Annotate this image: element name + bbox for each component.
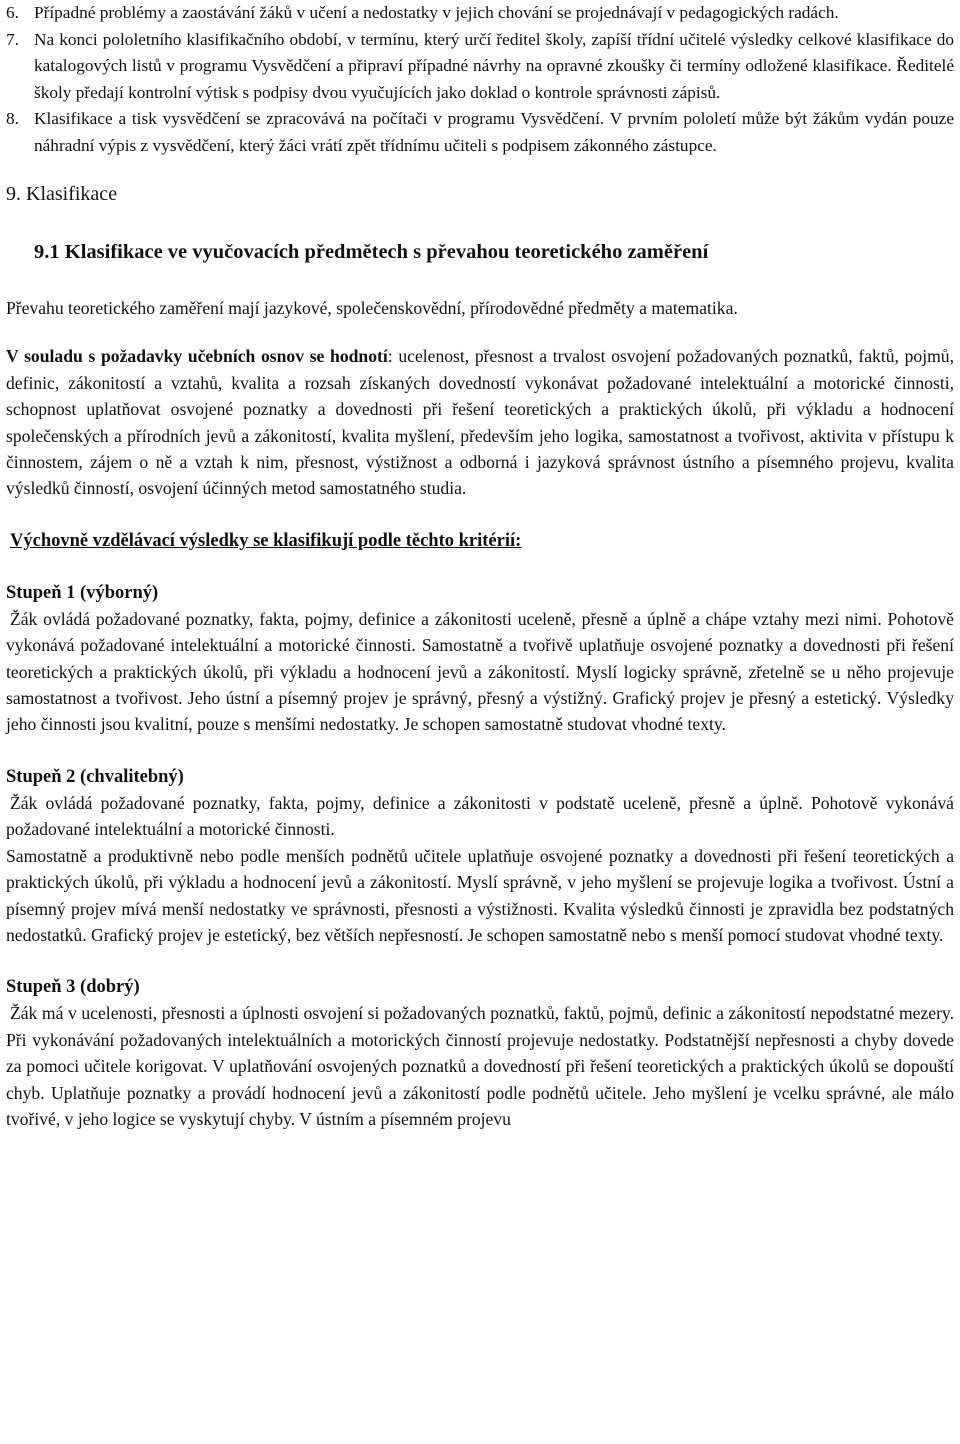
intro-paragraph: Převahu teoretického zaměření mají jazykové, společenskovědní, přírodovědné předměty a matematika.	[6, 298, 738, 318]
list-number: 6.	[6, 3, 19, 22]
list-text: Klasifikace a tisk vysvědčení se zpracovává na počítači v programu Vysvědčení. V prvním pololetí může být žákům vydán pouze náhradní výpis z vysvědčení, který žáci vrátí zpět třídnímu učiteli s podpisem zákonného zástupce.	[34, 109, 954, 155]
assessment-text: : ucelenost, přesnost a trvalost osvojení požadovaných poznatků, faktů, pojmů, definic, zákonitostí a vztahů, kvalita a rozsah získaných dovedností vykonávat požadované intelektuální a motorické činnosti, schopnost uplatňovat osvojené poznatky a dovednosti při řešení teoretických a praktických úkolů, při výkladu a hodnocení společenských a přírodních jevů a zákonitostí, kvalita myšlení, především jeho logika, samostatnost a tvořivost, aktivita v přístupu k činnostem, zájem o ně a vztah k nim, přesnost, výstižnost a odborná i jazyková správnost ústního a písemného projevu, kvalita výsledků činností, osvojení účinných metod samostatného studia.	[6, 346, 954, 499]
grade-3-title: Stupeň 3 (dobrý)	[6, 977, 140, 998]
list-number: 7.	[6, 29, 19, 49]
list-number: 8.	[6, 109, 19, 128]
grade-2-paragraph-1: Žák ovládá požadované poznatky, fakta, pojmy, definice a zákonitosti v podstatě uceleně, přesně a úplně. Pohotově vykonává požadované intelektuální a motorické činnosti.	[6, 792, 954, 840]
list-item-7	[6, 27, 954, 107]
grade-2-paragraph-2: Samostatně a produktivně nebo podle menších podnětů učitele uplatňuje osvojené poznatky a dovednosti při řešení teoretických a praktických úkolů, při výkladu a hodnocení jevů a zákonitostí. Myslí správně, v jeho myšlení se projevuje logika a tvořivost. Ústní a písemný projev mívá menší nedostatky ve správnosti, přesnosti a výstižnosti. Kvalita výsledků činnosti je zpravidla bez podstatných nedostatků. Grafický projev je estetický, bez větších nepřesností. Je schopen samostatně nebo s menší pomocí studovat vhodné texty.	[6, 845, 954, 945]
assessment-paragraph	[6, 343, 954, 501]
criteria-heading: Výchovně vzdělávací výsledky se klasifikují podle těchto kritérií:	[10, 530, 522, 551]
grade-3-paragraph: Žák má v ucelenosti, přesnosti a úplnosti osvojení si požadovaných poznatků, faktů, pojmů, definic a zákonitostí nepodstatné mezery. Při vykonávání požadovaných intelektuálních a motorických činností projevuje nedostatky. Podstatnější nepřesnosti a chyby dovede za pomoci učitele korigovat. V uplatňování osvojených poznatků a dovedností při řešení teoretických a praktických úkolů se dopouští chyb. Uplatňuje poznatky a provádí hodnocení jevů a zákonitostí podle podnětů učitele. Jeho myšlení je vcelku správné, ale málo tvořivé, v jeho logice se vyskytují chyby. V ústním a písemném projevu	[6, 1003, 954, 1129]
section-heading-9-1: 9.1 Klasifikace ve vyučovacích předmětech s převahou teoretického zaměření	[34, 241, 709, 263]
grade-2-title: Stupeň 2 (chvalitebný)	[6, 766, 184, 787]
list-text: Na konci pololetního klasifikačního období, v termínu, který určí ředitel školy, zapíší třídní učitelé výsledky celkové klasifikace do katalogových listů v programu Vysvědčení a připraví případné návrhy na opravné zkoušky či termíny odložené klasifikace. Ředitelé školy předají kontrolní výtisk s podpisy dvou vyučujících jako doklad o kontrole správnosti zápisů.	[34, 29, 954, 102]
section-heading-9: 9. Klasifikace	[6, 183, 118, 205]
list-item-6	[6, 0, 954, 27]
list-text: Případné problémy a zaostávání žáků v učení a nedostatky v jejich chování se projednávají v pedagogických radách.	[34, 3, 839, 22]
list-item-8	[6, 106, 954, 159]
assessment-lead: V souladu s požadavky učebních osnov se hodnotí	[6, 346, 388, 367]
grade-1-title: Stupeň 1 (výborný)	[6, 582, 159, 603]
grade-1-paragraph: Žák ovládá požadované poznatky, fakta, pojmy, definice a zákonitosti uceleně, přesně a úplně a chápe vztahy mezi nimi. Pohotově vykonává požadované intelektuální a motorické činnosti. Samostatně a tvořivě uplatňuje osvojené poznatky a dovednosti při řešení teoretických a praktických úkolů, při výkladu a hodnocení jevů a zákonitostí. Myslí logicky správně, zřetelně se u něho projevuje samostatnost a tvořivost. Jeho ústní a písemný projev je správný, přesný a výstižný. Grafický projev je přesný a estetický. Výsledky jeho činnosti jsou kvalitní, pouze s menšími nedostatky. Je schopen samostatně studovat vhodné texty.	[6, 608, 954, 735]
